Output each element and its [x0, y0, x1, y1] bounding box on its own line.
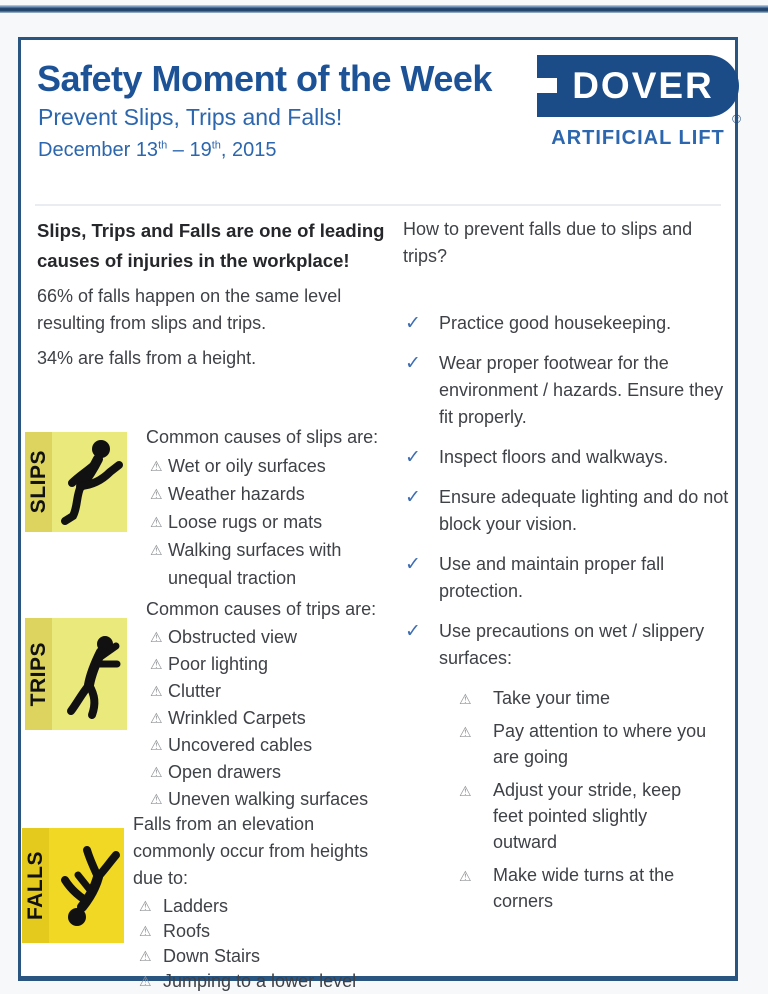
trips-cause-item — [146, 705, 410, 732]
slipping-person-icon — [52, 432, 127, 532]
slips-cause-item — [146, 480, 398, 508]
checkmark-icon: ✓ — [405, 487, 421, 508]
trips-cause-text: Uncovered cables — [168, 735, 313, 755]
warning-triangle-icon: ⚠ — [459, 868, 472, 884]
prevention-item-text: Ensure adequate lighting and do not block your vision. — [439, 487, 729, 534]
falls-causes-list — [133, 894, 379, 994]
warning-triangle-icon: ⚠ — [459, 724, 472, 740]
trips-cause-item — [146, 624, 410, 651]
precaution-item-text: Make wide turns at the corners — [493, 865, 675, 911]
prevention-item-text: Use and maintain proper fall protection. — [439, 554, 665, 601]
checkmark-icon: ✓ — [405, 554, 421, 575]
falls-label: FALLS — [23, 851, 47, 920]
falls-cause-item — [133, 894, 379, 919]
trips-heading: Common causes of trips are: — [146, 599, 377, 619]
trips-cause-text: Open drawers — [168, 762, 282, 782]
slips-hazard-tile — [25, 432, 127, 532]
warning-triangle-icon: ⚠ — [139, 898, 152, 914]
warning-triangle-icon: ⚠ — [459, 691, 472, 707]
checkmark-icon: ✓ — [405, 353, 421, 374]
trips-cause-item — [146, 786, 410, 813]
intro-section — [37, 216, 387, 380]
trips-cause-text: Wrinkled Carpets — [168, 708, 306, 728]
dover-logo — [537, 55, 739, 150]
warning-triangle-icon: ⚠ — [150, 683, 163, 699]
warning-triangle-icon: ⚠ — [150, 710, 163, 726]
falls-cause-text: Jumping to a lower level — [163, 971, 357, 991]
trips-cause-text: Poor lighting — [168, 654, 269, 674]
header-divider — [35, 204, 721, 206]
slips-causes-list — [146, 452, 398, 592]
precaution-item — [457, 862, 713, 914]
prevention-item-text: Use precautions on wet / slippery surfaces: — [439, 621, 705, 668]
stat-height: 34% are falls from a height. — [37, 348, 257, 368]
falls-cause-item — [133, 944, 379, 969]
warning-triangle-icon: ⚠ — [150, 791, 163, 807]
slips-heading: Common causes of slips are: — [146, 427, 379, 447]
falling-person-icon — [49, 828, 124, 943]
trips-hazard-tile — [25, 618, 127, 730]
stat-same-level: 66% of falls happen on the same level resulting from slips and trips. — [37, 286, 342, 333]
checkmark-icon: ✓ — [405, 313, 421, 334]
warning-triangle-icon: ⚠ — [459, 783, 472, 799]
slips-cause-item — [146, 536, 398, 592]
prevention-item-text: Practice good housekeeping. — [439, 313, 672, 333]
slips-cause-text: Weather hazards — [168, 484, 305, 504]
warning-triangle-icon: ⚠ — [150, 514, 163, 530]
trips-cause-item — [146, 678, 410, 705]
slips-cause-text: Wet or oily surfaces — [168, 456, 326, 476]
precaution-item-text: Adjust your stride, keep feet pointed slightly outward — [493, 780, 682, 852]
falls-section — [133, 811, 379, 994]
prevention-item-text: Wear proper footwear for the environment / hazards. Ensure they fit properly. — [439, 353, 724, 427]
prevention-item — [403, 444, 729, 471]
trips-cause-text: Obstructed view — [168, 627, 298, 647]
warning-triangle-icon: ⚠ — [139, 923, 152, 939]
prevention-item — [403, 618, 729, 672]
slips-cause-text: Loose rugs or mats — [168, 512, 323, 532]
warning-triangle-icon: ⚠ — [150, 542, 163, 558]
trips-cause-item — [146, 759, 410, 786]
trips-label: TRIPS — [26, 641, 50, 707]
falls-cause-item — [133, 969, 379, 994]
prevention-item — [403, 310, 729, 337]
slips-label: SLIPS — [26, 450, 50, 514]
dover-logo-mark — [537, 55, 741, 126]
registered-trademark-icon: ® — [732, 112, 741, 126]
precaution-item — [457, 685, 713, 711]
slips-cause-text: Walking surfaces with unequal traction — [168, 540, 342, 588]
slips-label-strip — [25, 432, 52, 532]
warning-triangle-icon: ⚠ — [150, 629, 163, 645]
warning-triangle-icon: ⚠ — [150, 656, 163, 672]
checkmark-icon: ✓ — [405, 621, 421, 642]
prevention-checklist — [403, 310, 729, 672]
precaution-item — [457, 777, 713, 855]
prevention-item — [403, 484, 729, 538]
prevention-heading: How to prevent falls due to slips and trips? — [403, 219, 693, 266]
warning-triangle-icon: ⚠ — [150, 486, 163, 502]
warning-triangle-icon: ⚠ — [139, 973, 152, 989]
dover-logo-wordmark: DOVER — [572, 65, 714, 106]
prevention-item-text: Inspect floors and walkways. — [439, 447, 669, 467]
falls-hazard-tile — [22, 828, 124, 943]
falls-cause-text: Ladders — [163, 896, 229, 916]
page-title: Safety Moment of the Week — [37, 58, 492, 99]
trips-cause-text: Uneven walking surfaces — [168, 789, 369, 809]
warning-triangle-icon: ⚠ — [150, 458, 163, 474]
dover-division-name: ARTIFICIAL LIFT — [551, 127, 725, 149]
prevention-item — [403, 551, 729, 605]
slips-cause-item — [146, 452, 398, 480]
slips-section — [146, 424, 398, 592]
falls-label-strip — [22, 828, 49, 943]
precaution-item-text: Take your time — [493, 688, 611, 708]
falls-cause-text: Down Stairs — [163, 946, 261, 966]
falls-cause-text: Roofs — [163, 921, 211, 941]
precaution-item-text: Pay attention to where you are going — [493, 721, 707, 767]
date-range: December 13th – 19th, 2015 — [38, 139, 277, 161]
top-divider-rule — [0, 5, 768, 13]
flyer-page — [18, 37, 741, 991]
trips-cause-item — [146, 651, 410, 678]
trips-cause-item — [146, 732, 410, 759]
trips-section — [146, 596, 410, 813]
trips-label-strip — [25, 618, 52, 730]
trips-causes-list — [146, 624, 410, 813]
tripping-person-icon — [52, 618, 127, 730]
falls-cause-item — [133, 919, 379, 944]
slips-cause-item — [146, 508, 398, 536]
precaution-item — [457, 718, 713, 770]
wet-surface-precautions-list — [457, 685, 713, 914]
intro-headline: Slips, Trips and Falls are one of leading causes of injuries in the workplace! — [37, 220, 385, 271]
warning-triangle-icon: ⚠ — [150, 764, 163, 780]
falls-heading: Falls from an elevation commonly occur from heights due to: — [133, 814, 369, 888]
warning-triangle-icon: ⚠ — [150, 737, 163, 753]
trips-cause-text: Clutter — [168, 681, 222, 701]
warning-triangle-icon: ⚠ — [139, 948, 152, 964]
checkmark-icon: ✓ — [405, 447, 421, 468]
page-subtitle: Prevent Slips, Trips and Falls! — [38, 104, 343, 130]
prevention-section — [403, 216, 729, 921]
prevention-item — [403, 350, 729, 431]
